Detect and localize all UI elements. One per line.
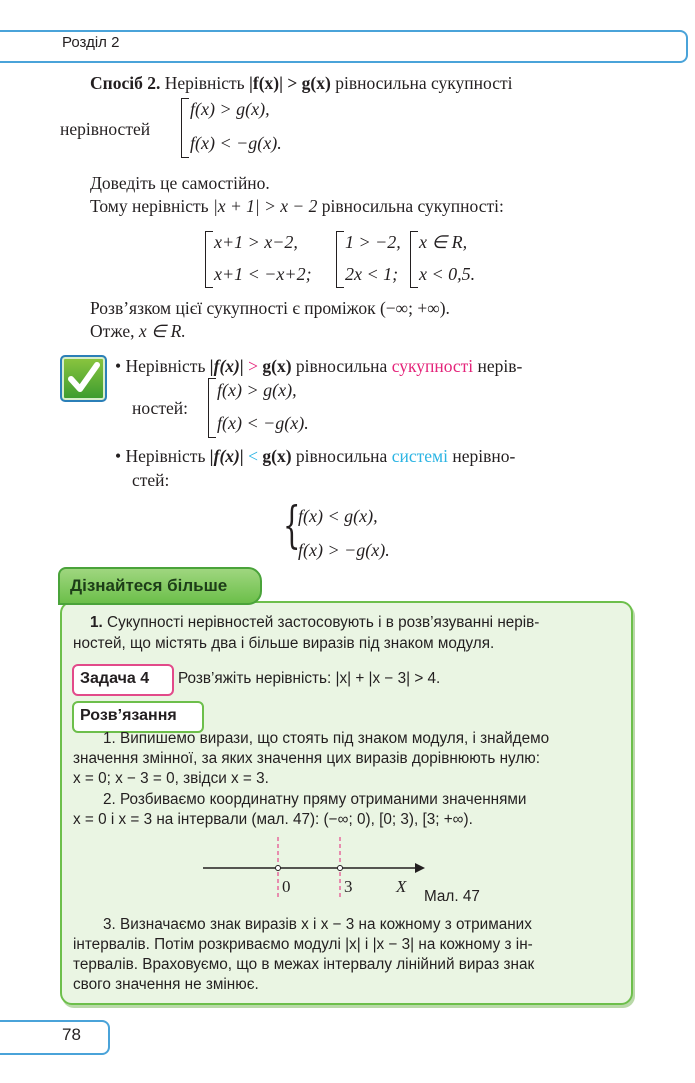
text: Нерівність [125, 446, 210, 466]
task-text: Розв’яжіть нерівність: |x| + |x − 3| > 4. [178, 670, 441, 687]
expression: g(x) [258, 446, 292, 466]
set1-row-1: x+1 > x−2, [214, 232, 298, 252]
summary-bullet-1 [115, 356, 522, 377]
therefore-line [90, 196, 504, 217]
text: Отже, [90, 321, 139, 341]
text: Тому нерівність [90, 196, 213, 216]
set-bracket [336, 231, 344, 288]
method-title: Спосіб 2. [90, 73, 161, 93]
step1-line-1: 1. Випишемо вирази, що стоять під знаком модуля, і знайдемо [103, 730, 550, 747]
text: Сукупності нерівностей застосовують і в розв’язуванні нерів- [102, 614, 540, 631]
bullet-icon: • [115, 446, 126, 466]
point-three [338, 866, 343, 871]
highlight-word: системі [391, 446, 448, 466]
badge-label: Розв’язання [80, 707, 177, 724]
step3-line-4: свого значення не змінює. [73, 976, 259, 993]
expression: g(x) [258, 356, 292, 376]
operator: > [248, 356, 258, 376]
text: Нерівність [125, 356, 210, 376]
bullet-icon: • [115, 356, 126, 376]
text: рівносильна сукупності: [317, 196, 504, 216]
expression: |f(x)| [209, 356, 249, 376]
method-inequality: |f(x)| > g(x) [249, 73, 331, 93]
summary-set-row-1: f(x) > g(x), [217, 380, 297, 400]
summary-bullet-2-cont: стей: [132, 470, 170, 490]
operator: < [248, 446, 258, 466]
expression: x ∈ R. [138, 321, 186, 341]
axis-label-three: 3 [344, 877, 353, 896]
number: 1. [90, 614, 103, 631]
step2-line-2: x = 0 і x = 3 на інтервали (мал. 47): (−∞; 0), [0; 3), [3; +∞). [73, 811, 473, 828]
set-bracket [181, 98, 189, 158]
conclusion-line [90, 321, 186, 342]
solution-line: Розв’язком цієї сукупності є проміжок (−∞; +∞). [90, 298, 450, 318]
summary-bullet-1-cont: ностей: [132, 398, 188, 418]
step2-line-1: 2. Розбиваємо координатну пряму отриманими значеннями [103, 791, 527, 808]
set-row-2: f(x) < −g(x). [190, 133, 282, 153]
solution-badge [72, 701, 204, 733]
step3-line-3: тервалів. Враховуємо, що в межах інтервалу лінійний вираз знак [73, 956, 535, 973]
learn-more-tab [58, 567, 262, 605]
box-paragraph-1 [90, 614, 539, 632]
page-number: 78 [62, 1025, 81, 1044]
set2-row-2: 2x < 1; [345, 264, 399, 284]
figure-caption: Мал. 47 [424, 888, 480, 905]
system-row-2: f(x) > −g(x). [298, 540, 390, 560]
set-row-1: f(x) > g(x), [190, 99, 270, 119]
section-title: Розділ 2 [62, 34, 120, 51]
text: нерівно- [447, 446, 516, 466]
box-paragraph-1b: ностей, що містять два і більше виразів під знаком модуля. [73, 635, 495, 652]
text: Нерівність [160, 73, 250, 93]
highlight-word: сукупності [391, 356, 474, 376]
set-bracket [410, 231, 418, 288]
method-line-1 [90, 73, 512, 94]
prove-text: Доведіть це самостійно. [90, 173, 270, 193]
method-line-2: нерівностей [60, 119, 151, 139]
inequality: |x + 1| > x − 2 [213, 196, 318, 216]
set-bracket [208, 378, 216, 438]
axis-arrow-icon [415, 863, 425, 873]
set1-row-2: x+1 < −x+2; [214, 264, 312, 284]
text: рівносильна [291, 446, 392, 466]
point-zero [276, 866, 281, 871]
set-bracket [205, 231, 213, 288]
set3-row-1: x ∈ R, [419, 232, 468, 252]
system-brace: { [283, 496, 301, 554]
checkmark-icon [60, 355, 107, 402]
page-number-tab [0, 1020, 110, 1055]
summary-set-row-2: f(x) < −g(x). [217, 413, 309, 433]
step3-line-2: інтервалів. Потім розкриваємо модулі |x| і |x − 3| на кожному з ін- [73, 936, 533, 953]
step3-line-1: 3. Визначаємо знак виразів x і x − 3 на кожному з отриманих [103, 916, 532, 933]
expression: |f(x)| [209, 446, 249, 466]
text: нерів- [473, 356, 523, 376]
badge-label: Задача 4 [80, 670, 150, 687]
text: рівносильна [291, 356, 392, 376]
axis-label-zero: 0 [282, 877, 291, 896]
axis-label-x: X [396, 877, 407, 896]
step1-line-2: значення змінної, за яких значення цих виразів дорівнюють нулю: [73, 750, 541, 767]
tab-label: Дізнайтеся більше [70, 576, 228, 595]
system-row-1: f(x) < g(x), [298, 506, 378, 526]
set2-row-1: 1 > −2, [345, 232, 401, 252]
text: рівносильна сукупності [330, 73, 513, 93]
step1-line-3: x = 0; x − 3 = 0, звідси x = 3. [73, 770, 269, 787]
task-badge [72, 664, 174, 696]
summary-bullet-2 [115, 446, 515, 467]
set3-row-2: x < 0,5. [419, 264, 476, 284]
